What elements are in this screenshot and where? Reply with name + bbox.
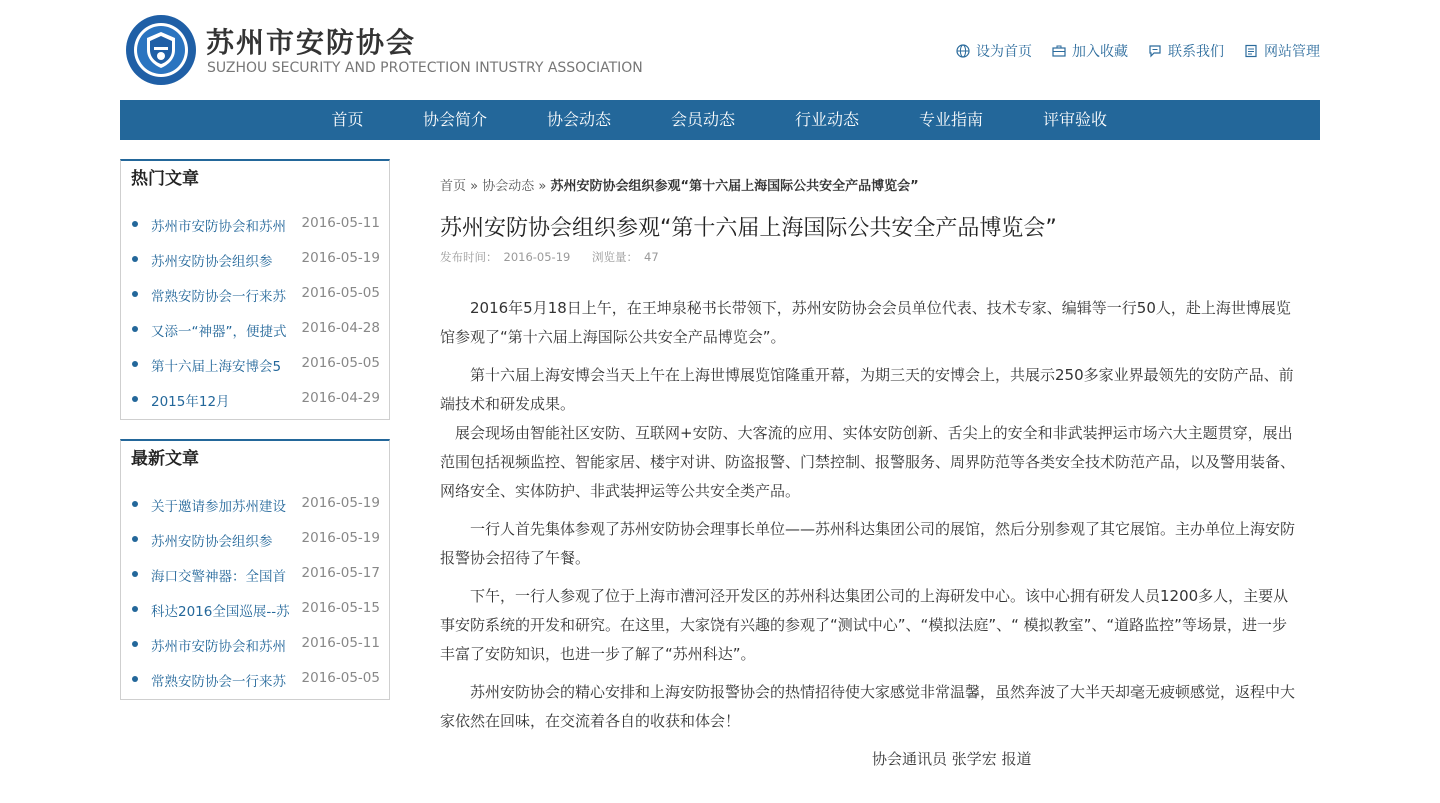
nav-guide[interactable]: 专业指南 — [918, 110, 983, 129]
article-link[interactable]: 2015年12月 — [151, 394, 230, 410]
article-paragraph: 第十六届上海安博会当天上午在上海世博展览馆隆重开幕，为期三天的安博会上，共展示250多家业界最领先的安防产品、前端技术和研发成果。 — [440, 366, 1294, 413]
article-date: 2016-05-15 — [301, 600, 380, 616]
hot-articles-box — [120, 159, 390, 420]
bullet-icon — [132, 606, 138, 612]
bullet-icon — [132, 326, 138, 332]
list-item — [121, 559, 389, 594]
add-favorite-link[interactable] — [1052, 41, 1128, 61]
list-item — [121, 384, 389, 419]
bullet-icon — [132, 641, 138, 647]
document-icon — [1244, 44, 1258, 58]
top-links — [956, 41, 1320, 61]
views-label: 浏览量： — [592, 250, 638, 264]
article-date: 2016-04-28 — [301, 320, 380, 336]
globe-icon — [956, 44, 970, 58]
bullet-icon — [132, 396, 138, 402]
set-homepage-link[interactable] — [956, 41, 1032, 61]
article-date: 2016-05-05 — [301, 355, 380, 371]
breadcrumb-section[interactable]: 协会动态 — [482, 179, 535, 194]
article-meta — [440, 249, 665, 265]
article-link[interactable]: 苏州市安防协会和苏州 — [151, 639, 286, 655]
breadcrumb-current: 苏州安防协会组织参观“第十六届上海国际公共安全产品博览会” — [550, 179, 919, 194]
nav-association-news[interactable]: 协会动态 — [546, 110, 611, 129]
article-link[interactable]: 又添一“神器”，便捷式 — [151, 324, 287, 340]
article-paragraph: 下午，一行人参观了位于上海市漕河泾开发区的苏州科达集团公司的上海研发中心。该中心拥有研发人员1200多人，主要从事安防系统的开发和研究。在这里，大家饶有兴趣的参观了“测试中心”、“模拟法庭”、“ 模拟教室”、“道路监控”等场景，进一步丰富了安防知识，也进一步了解了“苏州科达”。 — [440, 587, 1289, 663]
views-count: 47 — [644, 250, 659, 264]
logo-english-name: SUZHOU SECURITY AND PROTECTION INTUSTRY ASSOCIATION — [207, 60, 643, 76]
list-item — [121, 209, 389, 244]
publish-label: 发布时间： — [440, 250, 498, 264]
list-item — [121, 629, 389, 664]
contact-us-link[interactable] — [1148, 41, 1224, 61]
article-paragraph: 苏州安防协会的精心安排和上海安防报警协会的热情招待使大家感觉非常温馨，虽然奔波了大半天却毫无疲顿感觉，返程中大家依然在回味，在交流着各自的收获和体会！ — [440, 683, 1296, 730]
bullet-icon — [132, 676, 138, 682]
list-item — [121, 664, 389, 699]
article-paragraph: 2016年5月18日上午，在王坤泉秘书长带领下，苏州安防协会会员单位代表、技术专家、编辑等一行50人，赴上海世博展览馆参观了“第十六届上海国际公共安全产品博览会”。 — [440, 299, 1291, 346]
article-link[interactable]: 苏州安防协会组织参 — [151, 534, 273, 550]
bullet-icon — [132, 536, 138, 542]
breadcrumb — [440, 175, 919, 194]
list-item — [121, 244, 389, 279]
hot-articles-title: 热门文章 — [131, 169, 199, 189]
site-header — [120, 0, 1320, 100]
breadcrumb-separator: » — [470, 179, 479, 194]
list-item — [121, 489, 389, 524]
article-date: 2016-05-19 — [301, 250, 380, 266]
article-date: 2016-05-17 — [301, 565, 380, 581]
bullet-icon — [132, 571, 138, 577]
bullet-icon — [132, 501, 138, 507]
article-link[interactable]: 海口交警神器：全国首 — [151, 569, 286, 585]
list-item — [121, 349, 389, 384]
logo-chinese-name: 苏州市安防协会 — [206, 26, 417, 59]
publish-date: 2016-05-19 — [503, 250, 571, 264]
article-link[interactable]: 科达2016全国巡展--苏 — [151, 604, 290, 620]
article-link[interactable]: 苏州市安防协会和苏州 — [151, 219, 286, 235]
association-logo-icon[interactable] — [125, 14, 197, 86]
add-favorite-label: 加入收藏 — [1072, 44, 1128, 60]
bullet-icon — [132, 361, 138, 367]
article-date: 2016-05-05 — [301, 670, 380, 686]
contact-us-label: 联系我们 — [1168, 44, 1224, 60]
article-date: 2016-05-11 — [301, 635, 380, 651]
list-item — [121, 524, 389, 559]
chat-icon — [1148, 44, 1162, 58]
briefcase-icon — [1052, 44, 1066, 58]
site-admin-label: 网站管理 — [1264, 44, 1320, 60]
breadcrumb-separator: » — [538, 179, 547, 194]
list-item — [121, 314, 389, 349]
nav-about[interactable]: 协会简介 — [422, 110, 487, 129]
latest-articles-box — [120, 439, 390, 700]
set-homepage-label: 设为首页 — [976, 44, 1032, 60]
article-date: 2016-05-05 — [301, 285, 380, 301]
article-body — [440, 294, 1300, 783]
breadcrumb-home[interactable]: 首页 — [440, 179, 467, 194]
nav-home[interactable]: 首页 — [331, 110, 364, 129]
article-signature: 协会通讯员 张学宏 报道 — [872, 750, 1032, 768]
article-link[interactable]: 第十六届上海安博会5 — [151, 359, 282, 375]
article-date: 2016-04-29 — [301, 390, 380, 406]
main-nav — [120, 100, 1320, 140]
bullet-icon — [132, 291, 138, 297]
nav-industry-news[interactable]: 行业动态 — [794, 110, 859, 129]
nav-member-news[interactable]: 会员动态 — [670, 110, 735, 129]
article-link[interactable]: 常熟安防协会一行来苏 — [151, 674, 286, 690]
article-paragraph: 一行人首先集体参观了苏州安防协会理事长单位——苏州科达集团公司的展馆，然后分别参观了其它展馆。主办单位上海安防报警协会招待了午餐。 — [440, 520, 1296, 567]
article-date: 2016-05-11 — [301, 215, 380, 231]
article-date: 2016-05-19 — [301, 530, 380, 546]
article-link[interactable]: 苏州安防协会组织参 — [151, 254, 273, 270]
bullet-icon — [132, 221, 138, 227]
list-item — [121, 594, 389, 629]
article-title: 苏州安防协会组织参观“第十六届上海国际公共安全产品博览会” — [440, 216, 1057, 241]
bullet-icon — [132, 256, 138, 262]
article-link[interactable]: 关于邀请参加苏州建设 — [151, 499, 286, 515]
site-admin-link[interactable] — [1244, 41, 1320, 61]
list-item — [121, 279, 389, 314]
article-link[interactable]: 常熟安防协会一行来苏 — [151, 289, 286, 305]
article-date: 2016-05-19 — [301, 495, 380, 511]
latest-articles-title: 最新文章 — [131, 449, 199, 469]
article-paragraph: 展会现场由智能社区安防、互联网+安防、大客流的应用、实体安防创新、舌尖上的安全和非武装押运市场六大主题贯穿，展出范围包括视频监控、智能家居、楼宇对讲、防盗报警、门禁控制、报警服务、周界防范等各类安全技术防范产品，以及警用装备、网络安全、实体防护、非武装押运等公共安全类产品。 — [440, 424, 1296, 500]
nav-review[interactable]: 评审验收 — [1042, 110, 1107, 129]
